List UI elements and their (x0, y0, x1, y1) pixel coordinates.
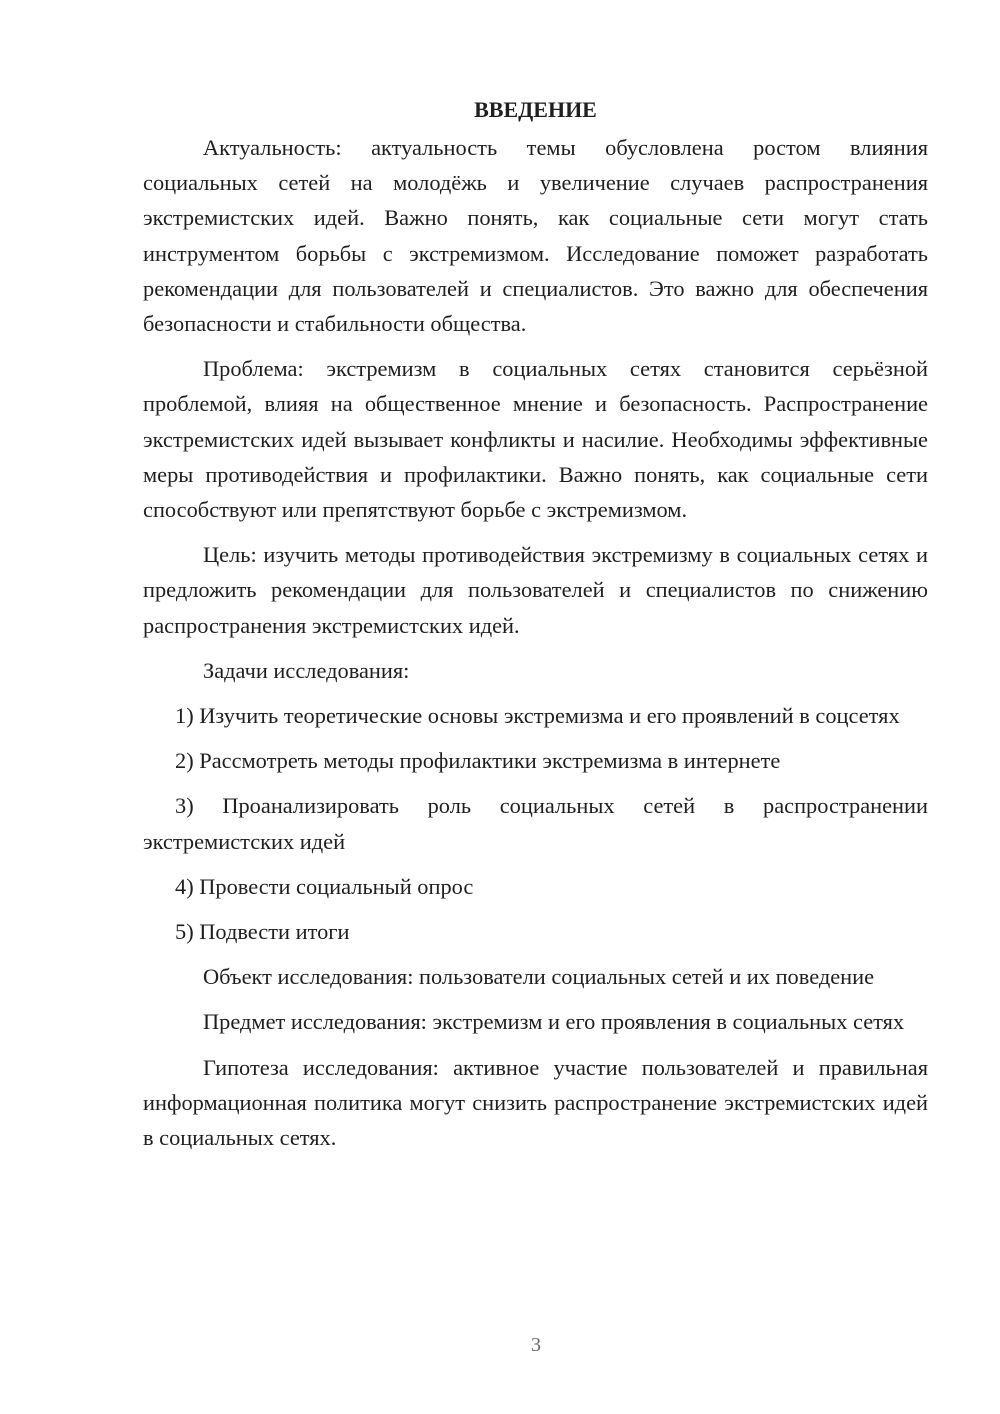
paragraph-subject: Предмет исследования: экстремизм и его проявления в социальных сетях (203, 1009, 905, 1035)
task-item-1: 1) Изучить теоретические основы экстремизма и его проявлений в соцсетях (175, 703, 900, 729)
tasks-heading: Задачи исследования: (203, 657, 410, 683)
task-item-3: 3) Проанализировать роль социальных сетей в распространении экстремистских идей (143, 793, 928, 854)
document-page (143, 92, 928, 1155)
paragraph-goal: Цель: изучить методы противодействия экстремизму в социальных сетях и предложить рекомендации для пользователей и специалистов по снижению распространения экстремистских идей. (143, 542, 928, 638)
section-title: ВВЕДЕНИЕ (474, 97, 597, 122)
paragraph-problem: Проблема: экстремизм в социальных сетях становится серьёзной проблемой, влияя на общественное мнение и безопасность. Распространение экстремистских идей вызывает конфликты и насилие. Необходимы эффективные меры противодействия и профилактики. Важно понять, как социальные сети способствуют или препятствуют борьбе с экстремизмом. (143, 356, 928, 523)
paragraph-object: Объект исследования: пользователи социальных сетей и их поведение (203, 964, 875, 990)
paragraph-relevance: Актуальность: актуальность темы обусловлена ростом влияния социальных сетей на молодёжь и увеличение случаев распространения экстремистских идей. Важно понять, как социальные сети могут стать инструментом борьбы с экстремизмом. Исследование поможет разработать рекомендации для пользователей и специалистов. Это важно для обеспечения безопасности и стабильности общества. (143, 135, 928, 337)
paragraph-hypothesis: Гипотеза исследования: активное участие пользователей и правильная информационная политика могут снизить распространение экстремистских идей в социальных сетях. (143, 1054, 928, 1151)
task-item-4: 4) Провести социальный опрос (175, 873, 474, 899)
task-item-5: 5) Подвести итоги (175, 919, 350, 945)
page-number: 3 (531, 1334, 541, 1356)
task-item-2: 2) Рассмотреть методы профилактики экстремизма в интернете (175, 748, 781, 774)
